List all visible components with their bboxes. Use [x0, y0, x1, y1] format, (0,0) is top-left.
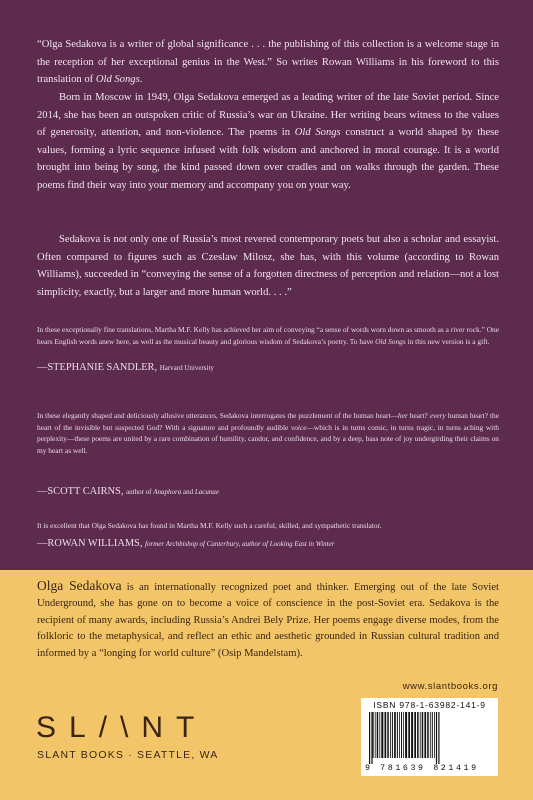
review-williams: It is excellent that Olga Sedakova has found in Martha M.F. Kelly such a careful, skilled, and sympathetic translator.	[37, 521, 382, 530]
book-title: Old Songs	[95, 74, 140, 86]
isbn-barcode	[361, 698, 498, 776]
blurb-text: .	[139, 74, 143, 86]
blurb-paragraph-1	[37, 36, 499, 89]
affiliation-text: author of	[126, 488, 154, 496]
publisher-url: www.slantbooks.org	[402, 681, 498, 692]
blurb-paragraph-3: Sedakova is not only one of Russia’s most revered contemporary poets but also a scholar and essayist. Often compared to figures such as Czeslaw Milosz, she has, with this volume (according to Rowan Williams), succeeded in “conveying the sense of a forgotten directness of perception and relation—not a lost simplicity, exactly, but a larger and more human world. . . .”	[37, 234, 499, 298]
emphasis: voice	[290, 422, 307, 432]
barcode-digits: 9 781639 821419	[365, 764, 479, 773]
isbn-label: ISBN 978-1-63982-141-9	[373, 700, 486, 710]
review-text: human heart? the heart of the invisible but suspected God? With a signature and profoundly audible	[37, 411, 500, 432]
review-text: —which is in turns comic, in turns tragic, in turns aching with perplexity—these poems are united by a rare combination of humility, candor, and confidence, and by a deep, bass note of joy undergirding their claims on my heart as well.	[37, 422, 499, 455]
reviewer-name: —SCOTT CAIRNS,	[37, 486, 124, 497]
review-text: in this new version is a gift.	[405, 336, 490, 346]
book-title: Anaphora	[153, 488, 182, 496]
publisher-logo: SL/\NT	[36, 711, 208, 744]
reviewer-name: —STEPHANIE SANDLER,	[37, 362, 158, 373]
book-title: Old Songs	[294, 127, 341, 139]
publisher-location: SLANT BOOKS · SEATTLE, WA	[37, 749, 219, 761]
book-title: Lacunae	[194, 488, 219, 496]
affiliation-text: and	[181, 488, 195, 496]
review-byline-cairns	[37, 486, 219, 498]
review-sandler	[37, 324, 499, 347]
review-text: In these exceptionally fine translations, Martha M.F. Kelly has achieved her aim of conveying “a sense of words worn down as smooth as a river rock.” One hears English words anew here, as well as the musical beauty and glorious wisdom of Sedakova’s poetry. To have	[37, 325, 500, 346]
blurb-text: “Olga Sedakova is a writer of global significance . . . the publishing of this collection is a welcome stage in the reception of her exceptional genius in the West.” So writes Rowan Williams in his foreword to this translation of	[37, 39, 499, 86]
emphasis: every	[429, 411, 446, 420]
emphasis: her	[397, 411, 408, 420]
bio-text: is an internationally recognized poet and thinker. Emerging out of the late Soviet Underground, she has gone on to become a voice of conscience in the post-Soviet era. Sedakova is the recipient of many awards, including Russia’s Andrei Bely Prize. Her poems engage diverse modes, from the folkloric to the metaphysical, and reflect an ethic and aesthetic grounded in Russian cultural tradition and informed by a “longing for world culture” (Osip Mandelstam).	[37, 582, 499, 659]
author-name: Olga Sedakova	[37, 578, 122, 593]
reviewer-affiliation	[145, 540, 334, 548]
reviewer-name: —ROWAN WILLIAMS,	[37, 538, 143, 549]
blurb-text: construct a world shaped by these values, forming a lyric sequence infused with folk wisdom and anchored in moral courage. It is a world brought into being by song, the kind passed down over cradles and on walks through the garden. These poems find their way into your memory and accompany you on your way.	[37, 127, 499, 191]
blurb-paragraph-2	[37, 89, 499, 195]
review-text: heart?	[407, 411, 430, 420]
reviewer-affiliation	[126, 488, 219, 496]
review-cairns	[37, 410, 499, 456]
review-byline-sandler	[37, 362, 214, 374]
blurb-text: Born in Moscow in 1949, Olga Sedakova emerged as a leading writer of the late Soviet period. Since 2014, she has been an outspoken critic of Russia’s war on Ukraine. Her writing bears witness to the values of generosity, attention, and non-violence. The poems in	[37, 92, 499, 139]
author-bio	[37, 578, 499, 662]
book-title: Looking East in Winter	[269, 540, 335, 548]
affiliation-text: former Archbishop of Canterbury, author of	[145, 540, 270, 548]
review-byline-williams	[37, 538, 334, 550]
book-title: Old Songs	[375, 336, 406, 346]
barcode-bars-icon	[367, 712, 492, 764]
review-text: In these elegantly shaped and deliciously allusive utterances, Sedakova interrogates the puzzlement of the human heart—	[37, 411, 398, 420]
reviewer-affiliation: Harvard University	[159, 364, 214, 372]
